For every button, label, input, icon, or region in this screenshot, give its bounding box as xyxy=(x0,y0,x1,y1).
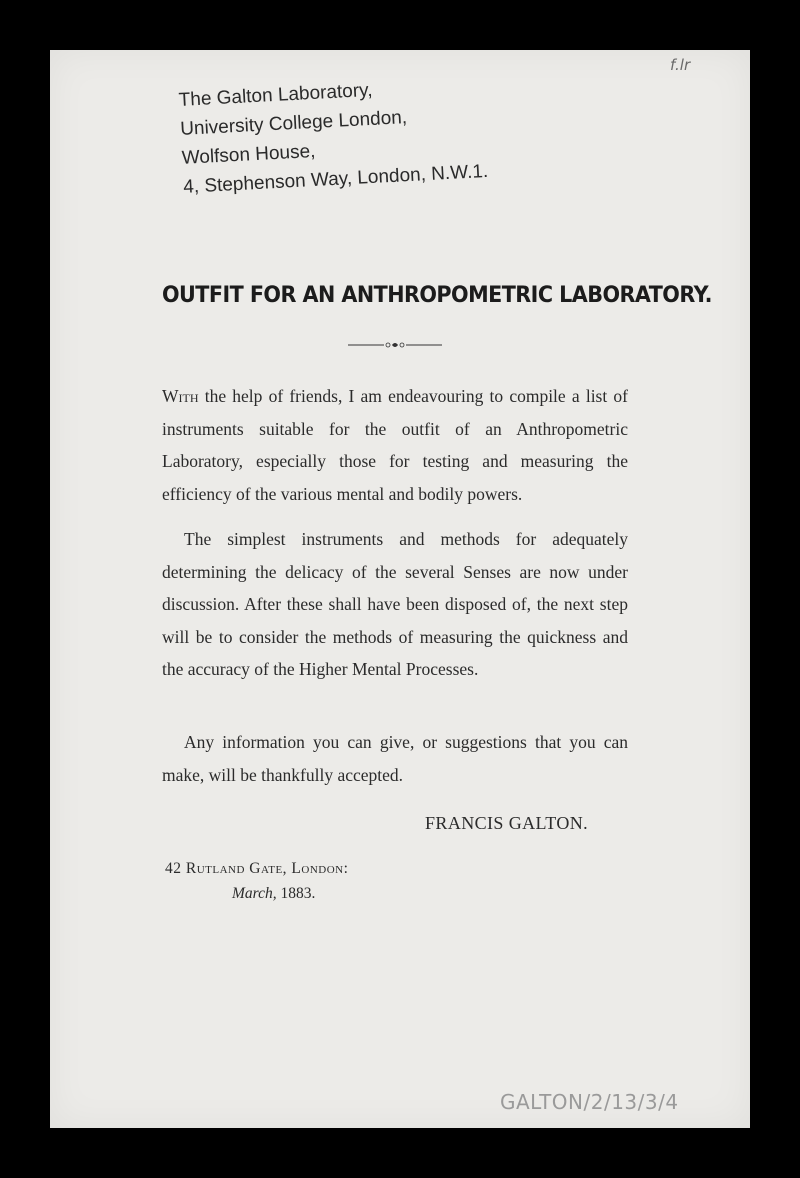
paragraph-1-text: the help of friends, I am endeavouring to compile a list of instruments suitable for the outfit of an Anthropometric Laboratory, especially those for testing and measuring the efficiency of the various mental and bodily powers. xyxy=(162,386,628,504)
laboratory-stamp xyxy=(178,70,489,202)
document-title: OUTFIT FOR AN ANTHROPOMETRIC LABORATORY. xyxy=(162,282,712,308)
stamp-line-4: 4, Stephenson Way, London, N.W.1. xyxy=(182,160,489,198)
archive-reference: GALTON/2/13/3/4 xyxy=(500,1090,679,1114)
stamp-line-1: The Galton Laboratory, xyxy=(178,79,374,111)
date-year: 1883. xyxy=(280,885,316,902)
address xyxy=(165,860,348,878)
paragraph-3: Any information you can give, or suggestions that you can make, will be thankfully accepted. xyxy=(162,732,628,785)
pencil-mark: f.lr xyxy=(670,56,691,74)
address-number: 42 xyxy=(165,860,182,877)
paragraph-1-lead: With xyxy=(162,386,199,406)
stamp-line-3: Wolfson House, xyxy=(181,140,316,169)
paragraph-2: The simplest instruments and methods for adequately determining the delicacy of the several Senses are now under discussion. After these shall have been disposed of, the next step will be to consider the methods of measuring the quickness and the accuracy of the Higher Mental Processes. xyxy=(162,529,628,679)
date-month: March, xyxy=(232,885,277,902)
paragraph-1 xyxy=(162,380,628,510)
signature: FRANCIS GALTON. xyxy=(425,813,589,833)
date xyxy=(232,885,315,903)
address-street: Rutland Gate, London: xyxy=(185,860,349,877)
stamp-line-2: University College London, xyxy=(179,107,408,140)
ornament-divider xyxy=(348,340,442,350)
